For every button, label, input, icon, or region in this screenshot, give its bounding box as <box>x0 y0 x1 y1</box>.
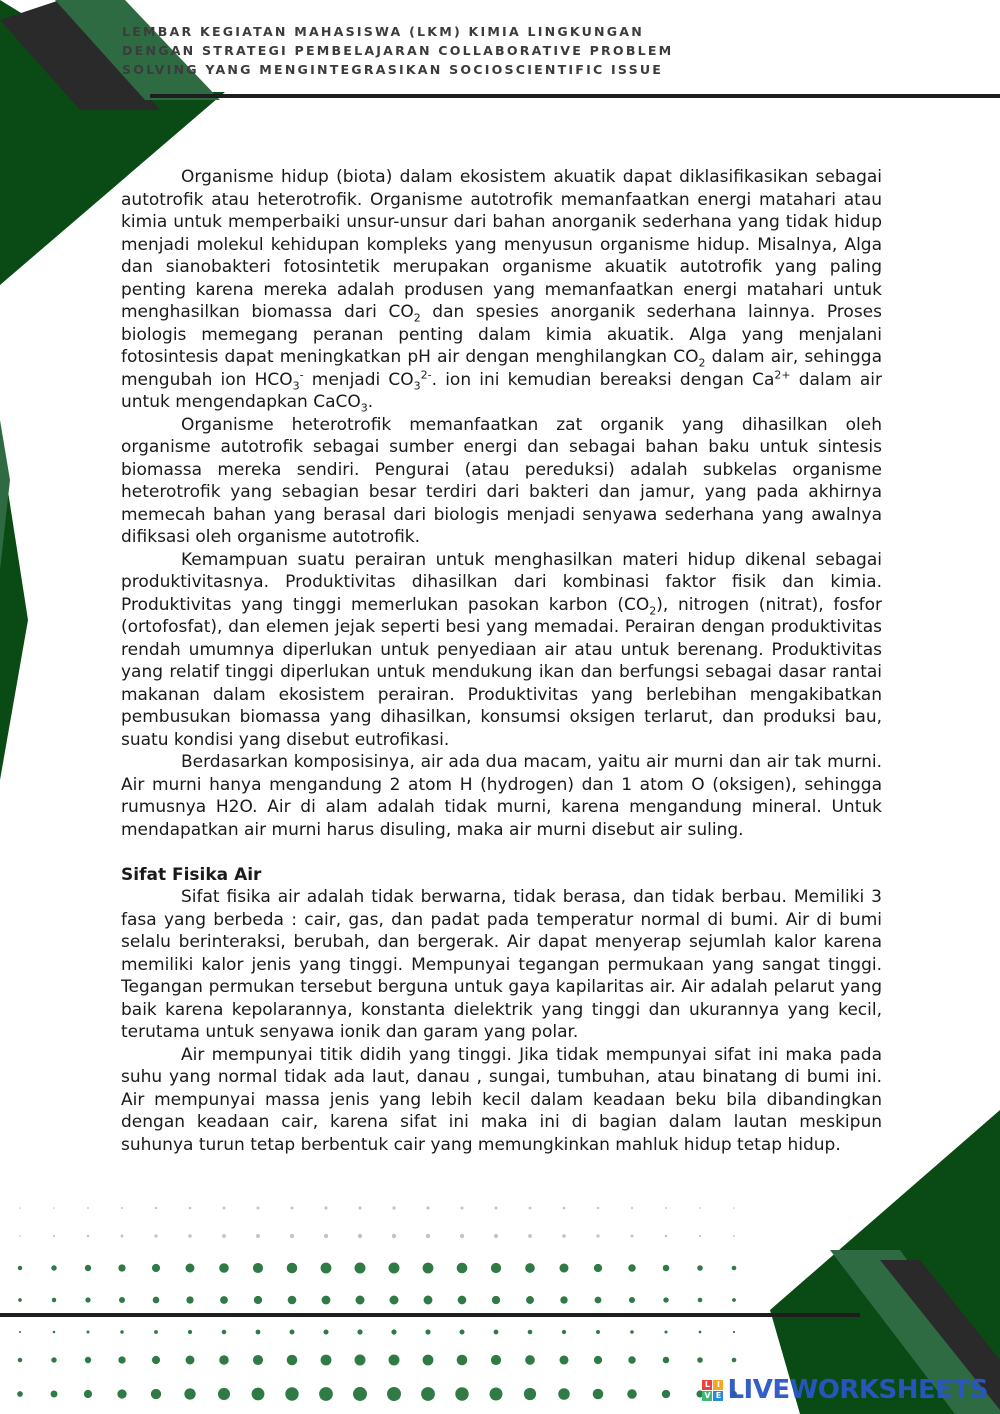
decorative-dot <box>222 1330 227 1335</box>
decorative-dot <box>153 1297 160 1304</box>
decorative-dot <box>697 1265 703 1271</box>
decorative-dot <box>253 1263 263 1273</box>
decorative-dot <box>392 1206 395 1209</box>
decorative-dot <box>593 1389 604 1400</box>
decorative-dot <box>389 1355 400 1366</box>
decorative-dot <box>85 1265 91 1271</box>
paragraph-autotrophic-organisms: Organisme hidup (biota) dalam ekosistem akuatik dapat diklasifikasikan sebagai autotrofik atau heterotrofik. Organisme autotrofik memanfaatkan energi matahari atau kimia untuk memperbaiki unsur-unsur dari bahan anorganik sederhana yang tidak hidup menjadi molekul kehidupan kompleks yang menyusun organisme hidup. Misalnya, Alga dan sianobakteri fotosintetik merupakan organisme akuatik autotrofik yang paling penting karena mereka adalah produsen yang memanfaatkan energi matahari untuk menghasilkan biomassa dari $CO_2$ dan spesies anorganik sederhana lainnya. Proses biologis memegang peranan penting dalam kimia akuatik. Alga yang menjalani fotosintesis dapat meningkatkan pH air dengan menghilangkan $CO_2$ dalam air, sehingga mengubah ion $HCO_3^-$ menjadi $CO_3^{2-}$. ion ini kemudian bereaksi dengan $Ca^{2+}$ dalam air untuk mengendapkan CaCO$_3$. <box>121 167 883 415</box>
decorative-dot <box>19 1207 21 1209</box>
decorative-dot <box>18 1266 22 1270</box>
decorative-dot <box>17 1391 23 1397</box>
decorative-dot <box>155 1207 157 1209</box>
decorative-dot <box>285 1387 298 1400</box>
paragraph-water-composition: Berdasarkan komposisinya, air ada dua macam, yaitu air murni dan air tak murni. Air murni hanya mengandung 2 atom H (hydrogen) dan 1 atom O (oksigen), sehingga rumusnya H2O. Air di alam adalah tidak murni, karena mengandung mineral. Untuk mendapatkan air murni harus disuling, maka air murni disebut air suling. <box>121 752 882 840</box>
decorative-dot <box>121 1207 123 1209</box>
decorative-dot <box>257 1207 260 1210</box>
decorative-dot <box>87 1207 89 1209</box>
decorative-dot <box>154 1234 157 1237</box>
decorative-dot <box>594 1264 602 1272</box>
decorative-dot <box>253 1355 263 1365</box>
decorative-dot <box>733 1235 735 1237</box>
decorative-dot <box>524 1388 536 1400</box>
decorative-dot <box>460 1206 463 1209</box>
decorative-dot <box>560 1296 567 1303</box>
decorative-dot <box>494 1234 498 1238</box>
decorative-dot <box>525 1263 535 1273</box>
decorative-dot <box>186 1356 195 1365</box>
decorative-dot <box>665 1235 668 1238</box>
decorative-dot <box>18 1358 22 1362</box>
decorative-dot <box>733 1207 735 1209</box>
decorative-dot <box>256 1330 261 1335</box>
decorative-dot <box>154 1330 158 1334</box>
decorative-dot <box>84 1390 92 1398</box>
decorative-dot <box>324 1206 327 1209</box>
decorative-dot <box>85 1297 90 1302</box>
decorative-dot <box>223 1207 226 1210</box>
decorative-dot <box>120 1330 123 1333</box>
decorative-dot <box>426 1234 430 1238</box>
decorative-dot <box>355 1355 366 1366</box>
decorative-dot <box>698 1298 703 1303</box>
decorative-dot <box>391 1329 396 1334</box>
document-body <box>121 166 882 1156</box>
decorative-dot <box>256 1234 260 1238</box>
header-divider <box>150 94 1000 98</box>
decorative-dot <box>355 1263 366 1274</box>
decorative-dot <box>559 1263 568 1272</box>
decorative-dot <box>563 1207 566 1210</box>
decorative-dot <box>631 1235 634 1238</box>
decorative-dot <box>53 1331 56 1334</box>
decorative-dot <box>290 1206 293 1209</box>
decorative-dot <box>184 1388 195 1399</box>
decorative-dot <box>596 1330 600 1334</box>
decorative-dot <box>699 1235 701 1237</box>
decorative-dot <box>597 1207 599 1209</box>
left-side-decoration <box>0 420 40 780</box>
decorative-dot <box>627 1389 637 1399</box>
decorative-dot <box>19 1331 21 1333</box>
decorative-dot <box>53 1235 55 1237</box>
decorative-dot <box>19 1235 21 1237</box>
decorative-dot <box>186 1264 195 1273</box>
decorative-dot <box>491 1355 501 1365</box>
decorative-dot <box>151 1389 161 1399</box>
decorative-dot <box>87 1235 90 1238</box>
liveworksheets-logo-icon: L I V E <box>702 1380 723 1401</box>
decorative-dot <box>630 1330 634 1334</box>
decorative-dot <box>492 1296 500 1304</box>
decorative-dot <box>529 1207 532 1210</box>
decorative-dot <box>118 1356 125 1363</box>
decorative-dot <box>595 1297 602 1304</box>
decorative-dot <box>86 1330 89 1333</box>
decorative-dot <box>458 1296 467 1305</box>
decorative-dot <box>218 1388 230 1400</box>
decorative-dot <box>117 1389 126 1398</box>
decorative-dot <box>322 1296 331 1305</box>
header-line-3: SOLVING YANG MENGINTEGRASIKAN SOCIOSCIENTIFIC ISSUE <box>122 62 664 77</box>
decorative-dot <box>629 1297 635 1303</box>
paragraph-heterotrophic-organisms: Organisme heterotrofik memanfaatkan zat organik yang dihasilkan oleh organisme autotrofik sebagai sumber energi dan sebagai bahan baku untuk sintesis biomassa mereka sendiri. Pengurai (atau pereduksi) adalah subkelas organisme heterotrofik yang sebagian besar terdiri dari bakteri dan jamur, yang pada akhirnya memecah bahan yang berasal dari biologis menjadi senyawa sederhana yang awalnya difiksasi oleh organisme autotrofik. <box>121 414 882 547</box>
decorative-dot <box>662 1390 670 1398</box>
decorative-dot <box>732 1358 737 1363</box>
decorative-dot <box>732 1266 737 1271</box>
paragraph-physical-properties: Sifat fisika air adalah tidak berwarna, tidak berasa, dan tidak berbau. Memiliki 3 fasa yang berbeda : cair, gas, dan padat pada temperatur normal di bumi. Air di bumi selalu berinteraksi, berubah, dan bergerak. Air dapat menyerap sejumlah kalor karena memiliki kalor jenis yang tinggi. Mempunyai tegangan permukaan yang sangat tinggi. Tegangan permukan tersebut berguna untuk gaya kapilaritas air. Air adalah pelarut yang baik karena kepolarannya, konstanta dielektrik yang tinggi dan ukurannya yang kecil, terutama untuk senyawa ionik dan garam yang polar. <box>121 887 882 1042</box>
decorative-dot <box>188 1234 192 1238</box>
decorative-dot <box>18 1298 22 1302</box>
decorative-dot <box>665 1207 667 1209</box>
decorative-dot <box>664 1330 667 1333</box>
decorative-dot <box>252 1388 265 1401</box>
decorative-dot <box>699 1331 702 1334</box>
liveworksheets-wordmark: LIVEWORKSHEETS <box>727 1375 988 1405</box>
decorative-dot <box>562 1330 566 1334</box>
decorative-dot <box>188 1330 192 1334</box>
decorative-dot <box>85 1357 91 1363</box>
decorative-dot <box>528 1234 532 1238</box>
decorative-dot <box>220 1296 228 1304</box>
decorative-dot <box>526 1296 534 1304</box>
decorative-dot <box>631 1207 633 1209</box>
decorative-dot <box>594 1356 602 1364</box>
decorative-dot <box>189 1207 192 1210</box>
decorative-dot <box>358 1234 362 1238</box>
decorative-dot <box>732 1298 736 1302</box>
decorative-dot <box>357 1329 362 1334</box>
decorative-dot <box>423 1355 434 1366</box>
decorative-dot <box>389 1263 400 1274</box>
decorative-dot <box>287 1263 298 1274</box>
decorative-dot <box>628 1356 635 1363</box>
decorative-dot <box>319 1387 333 1401</box>
decorative-dot <box>152 1356 160 1364</box>
decorative-dot <box>596 1234 599 1237</box>
decorative-dot <box>490 1388 503 1401</box>
decorative-dot <box>663 1357 670 1364</box>
decorative-dot <box>460 1330 465 1335</box>
decorative-dot <box>390 1296 399 1305</box>
decorative-dot <box>495 1207 498 1210</box>
header-line-1: LEMBAR KEGIATAN MAHASISWA (LKM) KIMIA LINGKUNGAN <box>122 24 644 39</box>
decorative-dot <box>118 1264 125 1271</box>
decorative-dot <box>697 1357 703 1363</box>
decorative-dot <box>425 1329 430 1334</box>
decorative-dot <box>455 1387 468 1400</box>
header-line-2: DENGAN STRATEGI PEMBELAJARAN COLLABORATIVE PROBLEM <box>122 43 674 58</box>
decorative-dot <box>699 1207 701 1209</box>
decorative-dot <box>558 1388 570 1400</box>
decorative-dot <box>491 1263 501 1273</box>
paragraph-boiling-point-density: Air mempunyai titik didih yang tinggi. Jika tidak mempunyai sifat ini maka pada suhu yang normal tidak ada laut, danau , sungai, tumbuhan, atau binatang di bumi ini. Air mempunyai massa jenis yang lebih kecil dalam keadaan beku bila dibandingkan dengan keadaan cair, karena sifat ini maka ini di bagian dalam lautan meskipun suhunya turun tetap berbentuk cair yang memungkinkan mahluk hidup tetap hidup. <box>121 1044 882 1155</box>
decorative-dot <box>51 1265 56 1270</box>
decorative-dot <box>119 1297 125 1303</box>
decorative-dot <box>457 1263 468 1274</box>
decorative-dot <box>460 1234 464 1238</box>
decorative-dot <box>51 1357 56 1362</box>
decorative-dot <box>287 1355 298 1366</box>
paragraph-productivity: Kemampuan suatu perairan untuk menghasilkan materi hidup dikenal sebagai produktivitasnya. Produktivitas dihasilkan dari kombinasi faktor fisik dan kimia. Produktivitas yang tinggi memerlukan pasokan karbon $(CO_2)$, nitrogen (nitrat), fosfor (ortofosfat), dan elemen jejak seperti besi yang memadai. Perairan dengan produktivitas rendah umumnya diperlukan untuk penyediaan air atau untuk berenang. Produktivitas yang relatif tinggi diperlukan untuk mendukung ikan dan berfungsi sebagai dasar rantai makanan dalam ekosistem perairan. Produktivitas yang berlebihan mengakibatkan pembusukan biomassa yang dihasilkan, konsumsi oksigen terlarut, dan produksi bau, suatu kondisi yang disebut eutrofikasi. <box>121 549 882 750</box>
decorative-dot <box>288 1296 297 1305</box>
decorative-dot <box>457 1355 468 1366</box>
decorative-dot <box>421 1387 435 1401</box>
decorative-dot <box>219 1355 229 1365</box>
decorative-dot <box>152 1264 160 1272</box>
decorative-dot <box>525 1355 535 1365</box>
decorative-dot <box>186 1296 193 1303</box>
document-header-title <box>122 22 742 79</box>
decorative-dot <box>324 1234 328 1238</box>
liveworksheets-watermark <box>702 1372 988 1408</box>
decorative-dot <box>387 1387 401 1401</box>
decorative-dot <box>222 1234 226 1238</box>
decorative-dot <box>219 1263 229 1273</box>
decorative-dot <box>254 1296 262 1304</box>
footer-divider <box>0 1313 860 1317</box>
decorative-dot <box>323 1329 328 1334</box>
decorative-dot <box>628 1264 635 1271</box>
decorative-dot <box>121 1235 124 1238</box>
section-heading-physical-properties: Sifat Fisika Air <box>121 864 262 885</box>
decorative-dot <box>392 1234 396 1238</box>
decorative-dot <box>733 1331 735 1333</box>
decorative-dot <box>52 1298 56 1302</box>
decorative-dot <box>663 1297 668 1302</box>
decorative-dot <box>353 1387 367 1401</box>
decorative-dot <box>423 1263 434 1274</box>
decorative-dot <box>51 1391 58 1398</box>
decorative-dot <box>426 1206 429 1209</box>
decorative-dot <box>562 1234 566 1238</box>
decorative-dot <box>356 1296 365 1305</box>
decorative-dot <box>424 1296 433 1305</box>
decorative-dot <box>528 1330 533 1335</box>
decorative-dot <box>494 1330 499 1335</box>
decorative-dot <box>663 1265 670 1272</box>
decorative-dot <box>321 1263 332 1274</box>
decorative-dot <box>358 1206 361 1209</box>
decorative-dot <box>321 1355 332 1366</box>
decorative-dot <box>290 1330 295 1335</box>
decorative-dot <box>53 1207 55 1209</box>
decorative-dot <box>290 1234 294 1238</box>
decorative-dot <box>559 1355 568 1364</box>
